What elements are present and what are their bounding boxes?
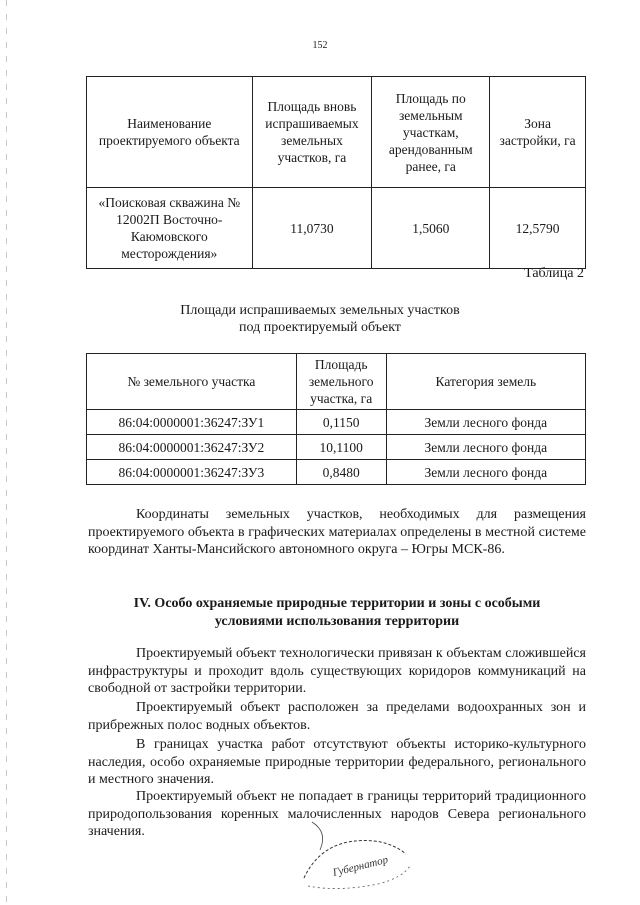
table-header-row bbox=[87, 77, 586, 188]
table-cell: Земли лесного фонда bbox=[386, 435, 585, 460]
table-cell: 12,5790 bbox=[490, 188, 586, 269]
table-cell: Земли лесного фонда bbox=[386, 460, 585, 485]
header-cell: Зона застройки, га bbox=[490, 77, 586, 188]
table-cell: 11,0730 bbox=[252, 188, 372, 269]
header-cell: Площадь вновь испрашиваемых земельных участков, га bbox=[252, 77, 372, 188]
table-cell: Земли лесного фонда bbox=[386, 410, 585, 435]
body-paragraph: Проектируемый объект не попадает в границы территорий традиционного природопользования коренных малочисленных народов Севера регионального значения. bbox=[88, 789, 586, 839]
body-paragraph: Проектируемый объект технологически привязан к объектам сложившейся инфраструктуры и проходит вдоль существующих коридоров коммуникаций на свободной от застройки территории. bbox=[88, 646, 586, 696]
body-paragraph: В границах участка работ отсутствуют объекты историко-культурного наследия, особо охраняемые природные территории федерального, регионального и местного значения. bbox=[88, 737, 586, 787]
section-heading-line: IV. Особо охраняемые природные территории и зоны с особыми bbox=[133, 596, 541, 611]
page-number: 152 bbox=[312, 40, 328, 51]
header-cell: Наименование проектируемого объекта bbox=[87, 77, 253, 188]
table-row bbox=[87, 188, 586, 269]
table-cell: 86:04:0000001:36247:ЗУ3 bbox=[87, 460, 297, 485]
header-cell: Категория земель bbox=[386, 354, 585, 410]
section-heading-line: условиями использования территории bbox=[214, 613, 460, 629]
table-cell: 0,8480 bbox=[296, 460, 386, 485]
table-cell: 10,1100 bbox=[296, 435, 386, 460]
table-cell: 86:04:0000001:36247:ЗУ1 bbox=[87, 410, 297, 435]
project-area-table bbox=[86, 76, 586, 269]
scan-margin-line bbox=[6, 0, 7, 905]
table-cell: «Поисковая скважина № 12002П Восточно-Каюмовского месторождения» bbox=[87, 188, 253, 269]
coordinates-paragraph: Координаты земельных участков, необходимых для размещения проектируемого объекта в графических материалах определены в местной системе координат Ханты-Мансийского автономного округа – Югры МСК-86. bbox=[88, 507, 586, 557]
header-cell: Площадь по земельным участкам, арендованным ранее, га bbox=[372, 77, 490, 188]
table-row bbox=[87, 435, 586, 460]
table-cell: 0,1150 bbox=[296, 410, 386, 435]
table-title-line: под проектируемый объект bbox=[239, 320, 401, 335]
table-label: Таблица 2 bbox=[524, 266, 584, 281]
header-cell: Площадь земельного участка, га bbox=[296, 354, 386, 410]
table-row bbox=[87, 410, 586, 435]
governor-stamp bbox=[298, 818, 416, 892]
table-header-row bbox=[87, 354, 586, 410]
table-title-line: Площади испрашиваемых земельных участков bbox=[180, 303, 460, 318]
body-paragraph: Проектируемый объект расположен за пределами водоохранных зон и прибрежных полос водных объектов. bbox=[88, 700, 586, 733]
table-cell: 86:04:0000001:36247:ЗУ2 bbox=[87, 435, 297, 460]
land-plots-table bbox=[86, 353, 586, 485]
header-cell: № земельного участка bbox=[87, 354, 297, 410]
table-row bbox=[87, 460, 586, 485]
table-cell: 1,5060 bbox=[372, 188, 490, 269]
table-title bbox=[0, 302, 640, 336]
stamp-text: Губернатор bbox=[331, 853, 390, 880]
section-heading bbox=[88, 595, 586, 630]
